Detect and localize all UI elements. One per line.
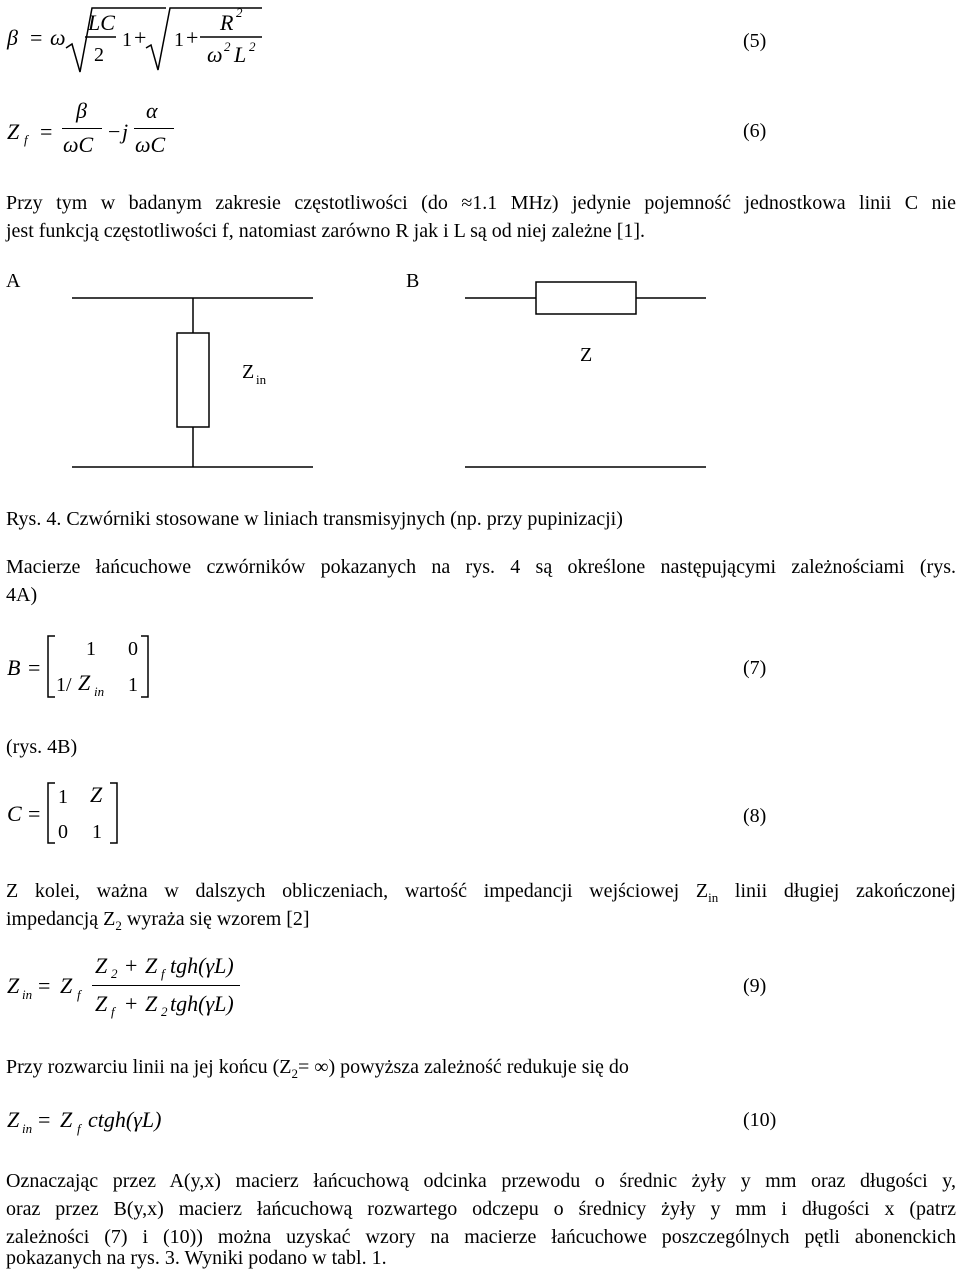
eq6-j: j	[122, 119, 129, 144]
eq9-zf-sub: f	[77, 987, 81, 1002]
eq8-m12: Z	[90, 782, 103, 807]
paragraph-4-text-b: linii długiej zakończonej	[718, 880, 956, 902]
eq6-wc1: ωC	[63, 132, 94, 157]
eq8-equals: =	[28, 801, 41, 826]
eq6-minus: −	[108, 119, 121, 144]
paragraph-2-line-2: 4A)	[6, 584, 38, 606]
eq7-m22: 1	[128, 674, 138, 696]
eq9-zin-sub: in	[22, 987, 33, 1002]
eq9-den-plus: +	[125, 991, 138, 1016]
eq9-den-tgh: tgh(γL)	[170, 991, 234, 1016]
eq5-omega2: ω	[207, 42, 223, 67]
eq9-zin: Z	[7, 973, 20, 998]
eq7-m21-prefix: 1/	[56, 674, 72, 696]
paragraph-4-line-2	[6, 905, 956, 940]
paragraph-4-sub: in	[708, 890, 719, 905]
eq6-number: (6)	[743, 120, 767, 142]
eq5-plus-a: +	[134, 25, 147, 50]
eq10-ctgh: ctgh(γL)	[88, 1107, 162, 1132]
eq7-equals: =	[28, 655, 41, 680]
eq10-equals: =	[38, 1107, 51, 1132]
eq9-num-z2-sub: 2	[111, 966, 118, 981]
eq5-omega: ω	[50, 25, 66, 50]
paragraph-6-line-1: Oznaczając przez A(y,x) macierz łańcuchową odcinka przewodu o średnic żyły y mm oraz długości y,	[6, 1170, 956, 1192]
paragraph-6-line-3: zależności (7) i (10)) można uzyskać wzory na macierze łańcuchowe poszczególnych pętli abonenckich	[6, 1226, 956, 1248]
eq8-m11: 1	[58, 786, 68, 808]
eq5-one-a: 1	[122, 29, 132, 51]
eq5-r: R	[220, 10, 234, 35]
eq5-beta: β	[7, 25, 18, 50]
paragraph-1-line-1: Przy tym w badanym zakresie częstotliwości (do ≈1.1 MHz) jedynie pojemność jednostkowa linii C nie	[6, 192, 956, 214]
figure-zin-sub: in	[256, 372, 267, 387]
eq10-zf-sub: f	[77, 1121, 81, 1136]
eq6-alpha: α	[146, 98, 158, 123]
paragraph-6-line-2: oraz przez B(y,x) macierz łańcuchową rozwartego odczepu o średnicy żyły y mm i długości x (patrz	[6, 1198, 956, 1220]
eq9-den-z2: Z	[145, 991, 158, 1016]
eq8-brackets	[0, 0, 200, 860]
paragraph-5-sub: 2	[291, 1066, 298, 1081]
eq9-den-zf-sub: f	[111, 1004, 115, 1019]
eq7-number: (7)	[743, 657, 767, 679]
paragraph-5-b: = ∞) powyższa zależność redukuje się do	[297, 1056, 629, 1078]
eq9-num-plus: +	[125, 953, 138, 978]
eq10-zin: Z	[7, 1107, 20, 1132]
eq7-m12: 0	[128, 638, 138, 660]
paragraph-5-a: Przy rozwarciu linii na jej końcu (Z	[6, 1056, 292, 1078]
eq10-zin-sub: in	[22, 1121, 33, 1136]
eq5-l: L	[234, 42, 247, 67]
eq8-number: (8)	[743, 805, 767, 827]
eq6-sub-f: f	[24, 132, 28, 147]
eq6-wc2: ωC	[135, 132, 166, 157]
paragraph-1-line-2: jest funkcją częstotliwości f, natomiast zarówno R jak i L są od niej zależne [1].	[6, 220, 646, 242]
eq5-omega2-exp: 2	[224, 39, 231, 54]
paragraph-6-line-4: pokazanych na rys. 3. Wyniki podano w tabl. 1.	[6, 1247, 387, 1269]
paragraph-4-line-2-a: impedancją Z	[6, 908, 116, 930]
figure-label-b: B	[406, 270, 420, 292]
eq9-fraction-bar	[92, 985, 240, 986]
eq8-lhs: C	[7, 801, 22, 826]
eq5-one-b: 1	[174, 29, 184, 51]
eq9-num-zf-sub: f	[161, 966, 165, 981]
paragraph-5	[6, 1053, 956, 1088]
eq9-equals: =	[38, 973, 51, 998]
paragraph-2-line-1: Macierze łańcuchowe czwórników pokazanych na rys. 4 są określone następującymi zależnościami (rys.	[6, 556, 956, 578]
eq8-m22: 1	[92, 821, 102, 843]
eq7-m21-sub: in	[94, 684, 105, 699]
eq9-number: (9)	[743, 975, 767, 997]
figure-zin-z: Z	[242, 361, 255, 383]
figure-caption: Rys. 4. Czwórniki stosowane w liniach transmisyjnych (np. przy pupinizacji)	[6, 508, 623, 530]
paragraph-4-line-2-b: wyraża się wzorem [2]	[121, 908, 310, 930]
eq6-beta: β	[76, 98, 87, 123]
eq7-m21-z: Z	[78, 670, 91, 695]
eq5-lc: LC	[88, 10, 115, 35]
eq9-num-z2: Z	[95, 953, 108, 978]
eq5-r-exp: 2	[236, 5, 243, 20]
eq9-den-z2-sub: 2	[161, 1004, 168, 1019]
eq6-z: Z	[7, 119, 20, 144]
eq5-number: (5)	[743, 30, 767, 52]
paragraph-4-line-2-sub: 2	[115, 918, 122, 933]
eq9-num-zf: Z	[145, 953, 158, 978]
eq10-zf: Z	[60, 1107, 73, 1132]
paragraph-4-text-a: Z kolei, ważna w dalszych obliczeniach, wartość impedancji wejściowej Z	[6, 880, 709, 902]
eq9-zf: Z	[60, 973, 73, 998]
eq5-plus-b: +	[186, 25, 199, 50]
eq5-l-exp: 2	[249, 39, 256, 54]
figure-label-a: A	[6, 270, 21, 292]
eq10-number: (10)	[743, 1109, 777, 1131]
eq9-den-zf: Z	[95, 991, 108, 1016]
eq7-lhs: B	[7, 655, 21, 680]
eq8-m21: 0	[58, 821, 68, 843]
eq5-two: 2	[94, 44, 104, 66]
eq6-equals: =	[40, 119, 53, 144]
eq9-num-tgh: tgh(γL)	[170, 953, 234, 978]
figure-z-label: Z	[580, 344, 593, 366]
paragraph-3: (rys. 4B)	[6, 736, 78, 758]
eq7-m11: 1	[86, 638, 96, 660]
eq5-equals: =	[30, 25, 43, 50]
